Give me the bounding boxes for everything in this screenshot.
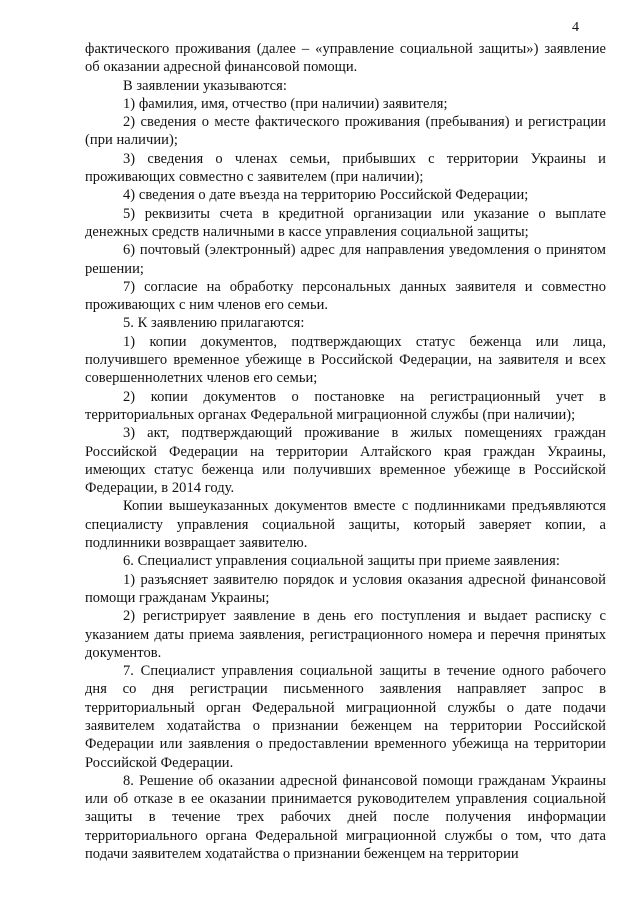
document-body: [85, 40, 606, 863]
paragraph-section-7: 7. Специалист управления социальной защиты в течение одного рабочего дня со дня регистрации письменного заявления направляет запрос в территориальный орган Федеральной миграционной службы о дате подачи заявителем ходатайства о признании беженцем на территории Российской Федерации или заявления о предоставлении временного убежища на территории Российской Федерации.: [85, 663, 606, 771]
paragraph-attachment-registration: 2) копии документов о постановке на регистрационный учет в территориальных органах Федеральной миграционной службы (при наличии);: [85, 388, 606, 423]
paragraph-section-5-heading: 5. К заявлению прилагаются:: [123, 315, 305, 332]
paragraph-item-residence: 2) сведения о месте фактического проживания (пребывания) и регистрации (при наличии);: [85, 114, 606, 149]
paragraph-copies-note: Копии вышеуказанных документов вместе с подлинниками предъявляются специалисту управления социальной защиты, который заверяет копии, а подлинники возвращает заявителю.: [85, 498, 606, 552]
paragraph-item-full-name: 1) фамилия, имя, отчество (при наличии) заявителя;: [123, 95, 448, 112]
paragraph-attachment-residence-act: 3) акт, подтверждающий проживание в жилых помещениях граждан Российской Федерации на территории Алтайского края граждан Украины, имеющих статус беженца или получивших временное убежище в Российской Федерации, в 2014 году.: [85, 425, 606, 497]
paragraph-item-family-members: 3) сведения о членах семьи, прибывших с территории Украины и проживающих совместно с заявителем (при наличии);: [85, 150, 606, 186]
paragraph-specialist-registers: 2) регистрирует заявление в день его поступления и выдает расписку с указанием даты приема заявления, регистрационного номера и перечня принятых документов.: [85, 608, 606, 661]
paragraph-section-8: 8. Решение об оказании адресной финансовой помощи гражданам Украины или об отказе в ее оказании принимается руководителем управления социальной защиты в течение трех рабочих дней после получения информации территориального органа Федеральной миграционной службы о том, что дата подачи заявителем ходатайства о признании беженцем на территории: [85, 772, 606, 863]
paragraph-section-6-heading: 6. Специалист управления социальной защиты при приеме заявления:: [123, 553, 560, 570]
paragraph-item-data-consent: 7) согласие на обработку персональных данных заявителя и совместно проживающих с ним членов его семьи.: [85, 278, 606, 314]
paragraph-continuation: фактического проживания (далее – «управление социальной защиты») заявление об оказании адресной финансовой помощи.: [85, 41, 606, 76]
paragraph-item-postal-address: 6) почтовый (электронный) адрес для направления уведомления о принятом решении;: [85, 242, 606, 277]
page-number: 4: [572, 20, 579, 35]
paragraph-attachment-refugee-status: 1) копии документов, подтверждающих статус беженца или лица, получившего временное убежище в Российской Федерации, на заявителя и всех совершеннолетних членов его семьи;: [85, 333, 606, 387]
paragraph-specialist-explains: 1) разъясняет заявителю порядок и условия оказания адресной финансовой помощи гражданам Украины;: [85, 571, 606, 606]
paragraph-application-contents-heading: В заявлении указываются:: [123, 77, 287, 94]
paragraph-item-bank-details: 5) реквизиты счета в кредитной организации или указание о выплате денежных средств наличными в кассе управления социальной защиты;: [85, 205, 606, 240]
paragraph-item-entry-date: 4) сведения о дате въезда на территорию Российской Федерации;: [123, 187, 529, 204]
